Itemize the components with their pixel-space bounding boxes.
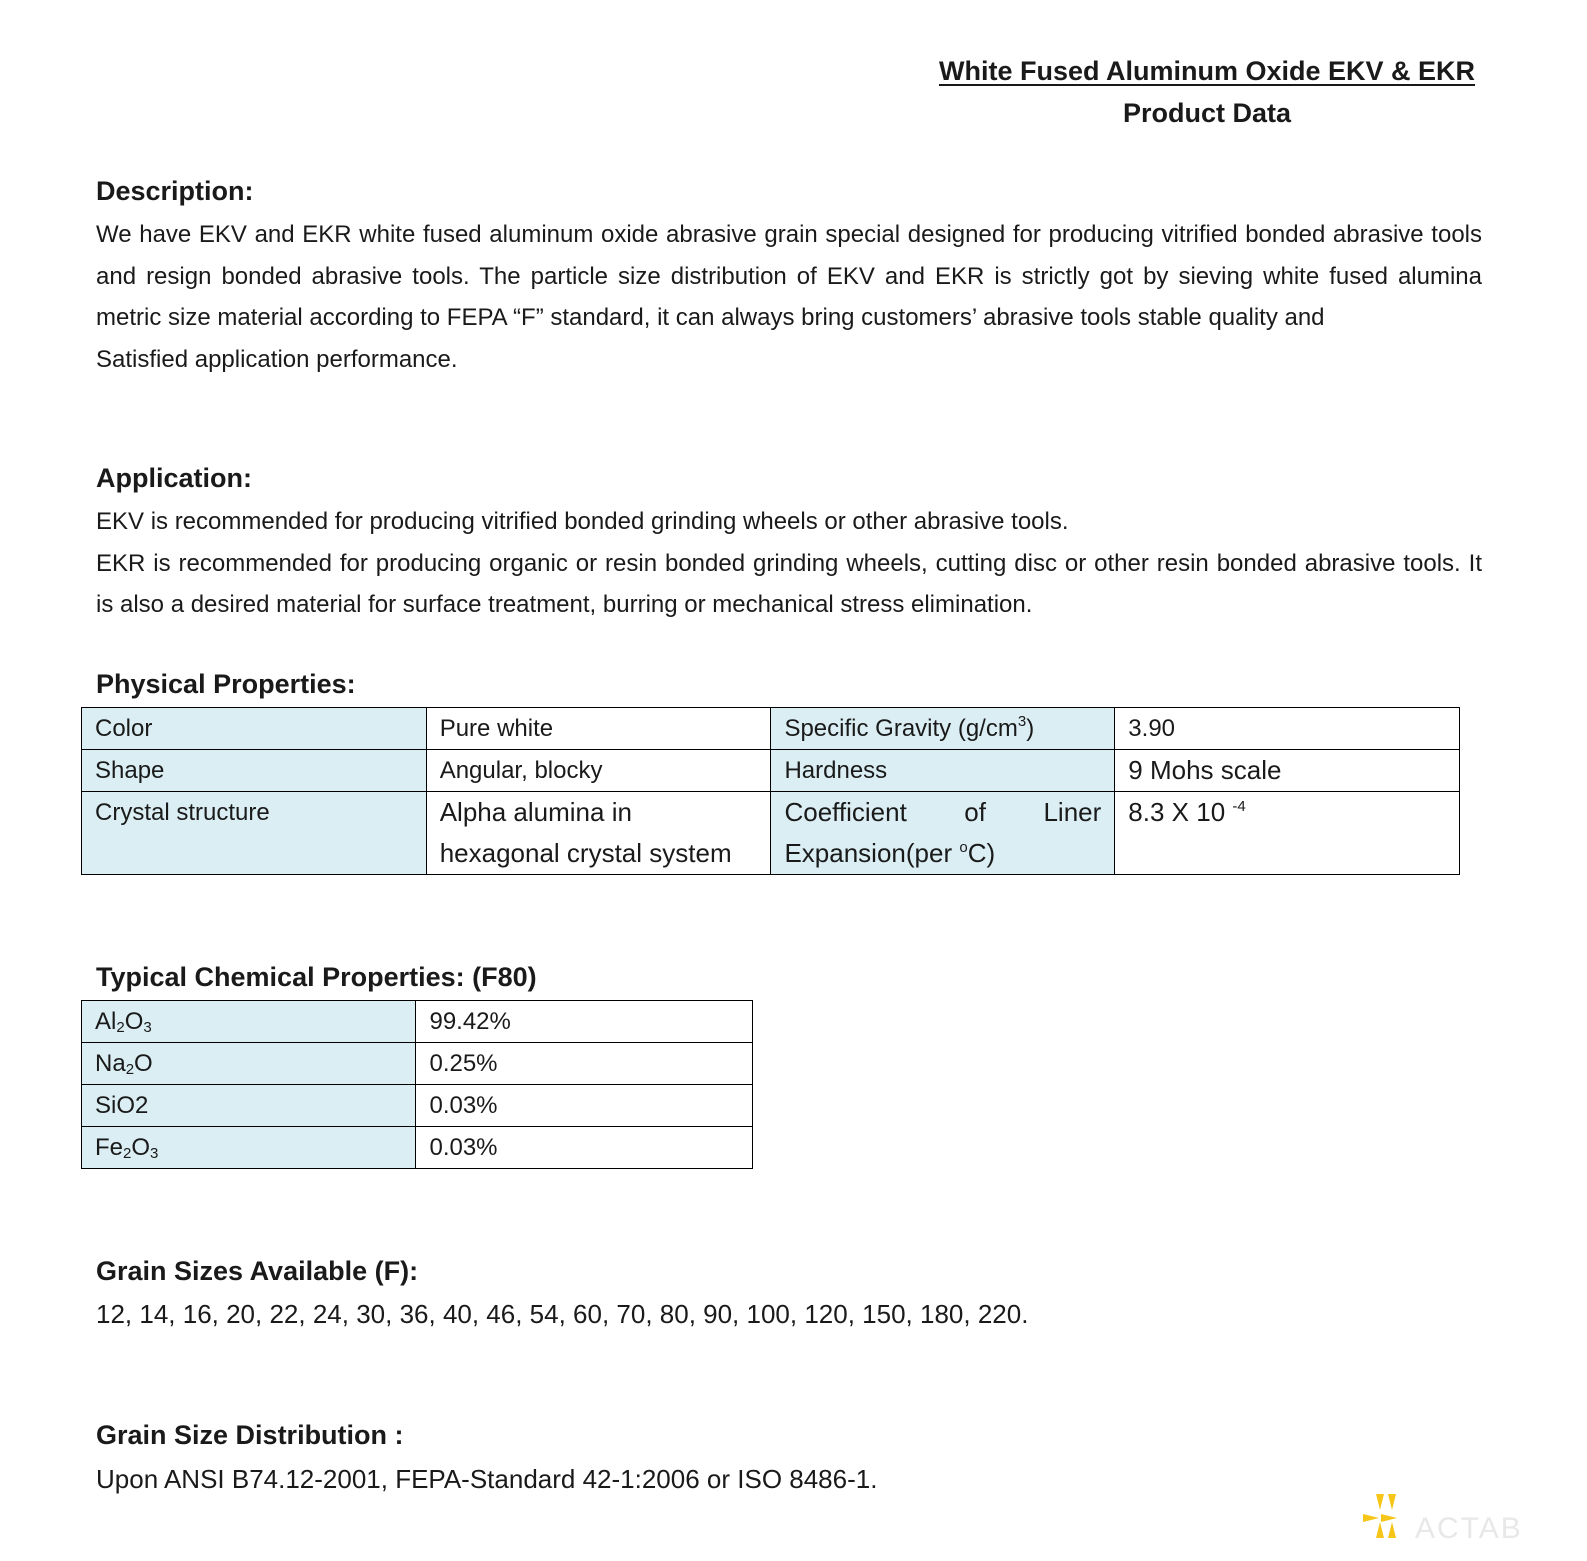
gravity-label (771, 708, 1115, 750)
hardness-value: 9 Mohs scale (1115, 750, 1460, 792)
grain-sizes-heading: Grain Sizes Available (F): (96, 1256, 419, 1286)
application-line-ekr: EKR is recommended for producing organic or resin bonded grinding wheels, cutting disc or other resin bonded abrasive tools. It is also a desired material for surface treatment, burring or mechanical stress elimination. (96, 549, 1482, 618)
percentage-cell: 99.42% (416, 1001, 753, 1043)
distribution-heading: Grain Size Distribution : (96, 1420, 404, 1450)
subtitle-line: Product Data (1122, 98, 1292, 128)
coefficient-number: 8.3 X 10 (1128, 797, 1233, 827)
formula-part: SiO2 (95, 1092, 149, 1119)
hardness-label: Hardness (771, 750, 1115, 792)
logo-petal (1388, 1494, 1396, 1510)
logo-petal (1381, 1514, 1397, 1522)
subscript: 3 (150, 1145, 159, 1162)
table-row (82, 1127, 753, 1169)
subscript: 3 (143, 1019, 152, 1036)
table-row (82, 1085, 753, 1127)
crystal-value-line-2: hexagonal crystal system (439, 838, 732, 868)
percentage-cell: 0.25% (416, 1043, 753, 1085)
formula-part: Al (95, 1008, 117, 1035)
degree-sup: o (959, 839, 968, 856)
formula-part: O (124, 1008, 144, 1035)
watermark-text: ACTAB (1415, 1512, 1523, 1545)
table-row (82, 1043, 753, 1085)
chemical-heading: Typical Chemical Properties: (F80) (96, 962, 537, 992)
formula-part: O (134, 1050, 153, 1077)
application-line-ekv: EKV is recommended for producing vitrified bonded grinding wheels or other abrasive tools. (96, 508, 1069, 535)
title-line: White Fused Aluminum Oxide EKV & EKR (938, 56, 1476, 86)
coefficient-line-1 (784, 792, 1101, 833)
shape-value: Angular, blocky (426, 750, 771, 792)
distribution-text: Upon ANSI B74.12-2001, FEPA-Standard 42-1:2006 or ISO 8486-1. (96, 1464, 878, 1494)
physical-heading: Physical Properties: (96, 669, 356, 699)
logo-petals (1363, 1494, 1397, 1538)
color-label: Color (82, 708, 427, 750)
percentage-cell: 0.03% (416, 1127, 753, 1169)
shape-label: Shape (82, 750, 427, 792)
percentage-cell: 0.03% (416, 1085, 753, 1127)
logo-petal (1363, 1514, 1379, 1522)
subscript: 2 (123, 1145, 132, 1162)
formula-part: Na (95, 1050, 126, 1077)
physical-properties-table (81, 707, 1460, 875)
description-paragraph-2: Satisfied application performance. (96, 345, 458, 373)
table-row (82, 708, 1460, 750)
coefficient-unit: C) (967, 838, 996, 868)
formula-part: Fe (95, 1134, 124, 1161)
subscript: 2 (116, 1019, 125, 1036)
table-row (82, 1001, 753, 1043)
logo-petal (1388, 1522, 1396, 1538)
document-title (900, 50, 1514, 134)
description-heading: Description: (96, 176, 254, 206)
compound-cell (82, 1043, 416, 1085)
description-paragraph: We have EKV and EKR white fused aluminum oxide abrasive grain special designed for producing vitrified bonded abrasive tools and resign bonded abrasive tools. The particle size distribution of EKV and EKR is strictly got by sieving white fused alumina metric size material according to FEPA “F” standard, it can always bring customers’ abrasive tools stable quality and (96, 221, 1482, 331)
crystal-value-line-1: Alpha alumina in (439, 797, 632, 827)
compound-cell (82, 1001, 416, 1043)
coefficient-value (1115, 792, 1460, 875)
coefficient-line-2 (784, 833, 1101, 874)
gravity-value: 3.90 (1115, 708, 1460, 750)
description-text (96, 214, 1482, 380)
coefficient-label (771, 792, 1115, 875)
chemical-properties-table (81, 1000, 753, 1169)
grain-sizes-text: 12, 14, 16, 20, 22, 24, 30, 36, 40, 46, 54, 60, 70, 80, 90, 100, 120, 150, 180, 220. (96, 1299, 1029, 1329)
application-heading: Application: (96, 463, 252, 493)
coefficient-word: Coefficient (784, 797, 907, 827)
compound-cell (82, 1127, 416, 1169)
logo-petal (1376, 1494, 1384, 1510)
crystal-value (426, 792, 771, 875)
compound-cell (82, 1085, 416, 1127)
gravity-label-text: Specific Gravity (g/cm (784, 715, 1018, 742)
coefficient-exponent: -4 (1232, 798, 1246, 815)
table-row (82, 792, 1460, 875)
subscript: 2 (125, 1061, 135, 1078)
gravity-sup: 3 (1017, 713, 1027, 730)
gravity-close: ) (1026, 715, 1035, 742)
crystal-label: Crystal structure (82, 792, 427, 875)
table-row (82, 750, 1460, 792)
coefficient-word: Liner (1043, 797, 1102, 827)
color-value: Pure white (426, 708, 771, 750)
coefficient-expansion: Expansion(per (784, 838, 960, 868)
application-text (96, 501, 1482, 626)
logo-petal (1376, 1522, 1384, 1538)
coefficient-word: of (964, 797, 986, 827)
formula-part: O (131, 1134, 151, 1161)
